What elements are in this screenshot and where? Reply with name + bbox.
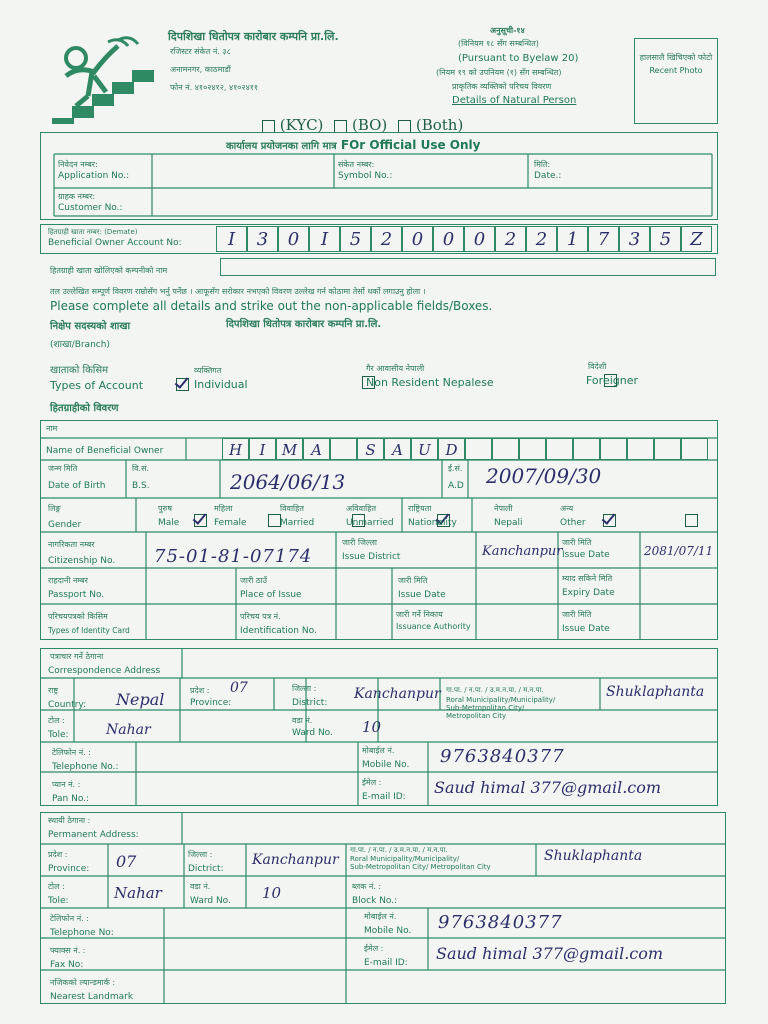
name-letter-cell[interactable] <box>627 438 654 460</box>
district-label-np: जिल्ला : <box>292 684 317 693</box>
boid-digit-cell[interactable]: 0 <box>278 226 309 252</box>
account-company-label-np: हितग्राही खाता खोलिएको कम्पनीको नाम <box>50 266 168 275</box>
perm-telephone-label-np: टेलिफोन नं. : <box>50 914 89 923</box>
municipality-label-np: गा.पा. / न.पा. / उ.म.न.पा. / म.न.पा. <box>446 686 544 694</box>
perm-municipality-value[interactable]: Shuklaphanta <box>544 848 643 864</box>
permanent-grid <box>40 812 726 1004</box>
perm-district-label-np: जिल्ला : <box>188 850 213 859</box>
tole-label-np: टोल : <box>48 716 65 725</box>
photo-label: Recent Photo <box>649 66 703 75</box>
id-no-label-np: परिचय पत्र नं. <box>240 612 281 621</box>
instruction-np: तल उल्लेखित सम्पूर्ण विवरण राम्रोसँग भर्नु पर्नेछ । आफूसँग सरोकार नभएको विवरण उल्लेख गर्न कोठामा तेर्सो धर्को लगाउनु होला । <box>50 287 426 296</box>
issue-district-value[interactable]: Kanchanpur <box>482 544 563 559</box>
bo-label: (BO) <box>351 116 388 134</box>
natural-person-np: प्राकृतिक व्यक्तिको परिचय विवरण <box>452 82 552 91</box>
province-label-np: प्रदेश : <box>190 686 210 695</box>
boid-digit-cell[interactable]: 2 <box>371 226 402 252</box>
municipality-label-line1: Roral Municipality/Municipality/ <box>446 696 556 704</box>
passport-issue-label-np: जारी मिति <box>398 576 428 585</box>
schedule-rule-text: (नियम १९ को उपनियम (१) सँग सम्बन्धित) <box>436 68 562 77</box>
country-value[interactable]: Nepal <box>116 690 165 709</box>
bs-label-np: वि.सं. <box>132 464 150 473</box>
date-label-np: मिति: <box>534 160 551 169</box>
name-letter-cell[interactable] <box>546 438 573 460</box>
perm-municipality-label-np: गा.पा. / न.पा. / उ.म.न.पा. / म.न.पा. <box>350 846 448 854</box>
foreigner-label-np: विदेशी <box>588 362 607 371</box>
municipality-label-line3: Metropolitan City <box>446 712 507 720</box>
symbol-no-label-np: संकेत नम्बर: <box>338 160 375 169</box>
name-letter-cell[interactable] <box>600 438 627 460</box>
branch-value: दिपशिखा धितोपत्र कारोबार कम्पनि प्रा.लि. <box>226 319 382 330</box>
name-letter-cell[interactable]: A <box>303 438 330 460</box>
nrn-label: Non Resident Nepalese <box>366 376 494 389</box>
perm-tole-label: Tole: <box>48 896 69 906</box>
email-label: E-mail ID: <box>362 792 406 802</box>
citizenship-label: Citizenship No. <box>48 556 116 566</box>
male-checkbox[interactable] <box>194 514 207 527</box>
perm-ward-label: Ward No. <box>190 896 231 906</box>
authority-label: Issuance Authority <box>396 622 471 631</box>
ward-value[interactable]: 10 <box>362 718 382 736</box>
instruction-text: Please complete all details and strike out the non-applicable fields/Boxes. <box>50 299 493 313</box>
boid-digit-cell[interactable]: 5 <box>650 226 681 252</box>
dob-ad-value[interactable]: 2007/09/30 <box>486 464 602 488</box>
nepali-label: Nepali <box>494 518 523 528</box>
name-label-np: नाम <box>46 424 58 433</box>
boid-digit-cell[interactable]: 0 <box>464 226 495 252</box>
boid-label: Beneficial Owner Account No: <box>48 238 182 248</box>
issue-district-label-np: जारी जिल्ला <box>342 538 378 547</box>
application-no-label: Application No.: <box>58 171 130 181</box>
nationality-label: Nationality <box>408 518 457 528</box>
boid-digit-cell[interactable]: 0 <box>402 226 433 252</box>
block-label-np: ब्लक नं. : <box>352 882 382 891</box>
account-type-label: Types of Account <box>50 379 144 392</box>
name-letter-cell[interactable]: S <box>357 438 384 460</box>
application-no-label-np: निवेदन नम्बर: <box>58 160 98 169</box>
tole-label: Tole: <box>48 730 69 740</box>
name-letter-cell[interactable]: D <box>438 438 465 460</box>
boid-digit-cell[interactable]: 3 <box>619 226 650 252</box>
nrn-label-np: गैर आवासीय नेपाली <box>366 364 425 373</box>
name-letter-cell[interactable] <box>492 438 519 460</box>
email-value[interactable]: Saud himal 377@gmail.com <box>434 778 662 797</box>
perm-tole-value[interactable]: Nahar <box>114 884 162 902</box>
bs-label: B.S. <box>132 481 150 491</box>
married-label: Married <box>280 518 315 528</box>
correspondence-title-np: पत्राचार गर्ने ठेगाना <box>50 652 104 661</box>
boid-digit-cell[interactable]: 0 <box>433 226 464 252</box>
boid-digit-cell[interactable]: 5 <box>340 226 371 252</box>
telephone-label: Telephone No.: <box>52 762 119 772</box>
boid-digit-cell[interactable]: 2 <box>526 226 557 252</box>
issue-district-label: Issue District <box>342 552 401 562</box>
official-use-title-en: FOr Official Use Only <box>340 138 481 152</box>
boid-digit-cell[interactable]: 1 <box>557 226 588 252</box>
natural-person-title: Details of Natural Person <box>452 95 577 106</box>
perm-district-label: Dictrict: <box>188 864 224 874</box>
official-use-title-np: कार्यालय प्रयोजनका लागि मात्र <box>226 141 337 152</box>
perm-province-value[interactable]: 07 <box>116 852 137 871</box>
dob-bs-value[interactable]: 2064/06/13 <box>230 470 346 494</box>
mobile-label-np: मोबाईल नं. <box>362 746 395 755</box>
province-label: Province: <box>190 698 232 708</box>
gender-label-np: लिङ्ग <box>48 504 61 513</box>
id-issue-label: Issue Date <box>562 624 610 634</box>
tole-value[interactable]: Nahar <box>106 722 151 738</box>
mobile-label: Mobile No. <box>362 760 410 770</box>
permanent-title: Permanent Address: <box>48 830 139 840</box>
passport-label: Passport No. <box>48 590 105 600</box>
country-label: Country: <box>48 700 87 710</box>
perm-mobile-label: Mobile No. <box>364 926 412 936</box>
schedule-title: अनुसूची-१४ <box>490 26 525 35</box>
name-letter-cell[interactable] <box>519 438 546 460</box>
email-label-np: ईमेल : <box>362 778 382 787</box>
other-label-np: अन्य <box>560 504 574 513</box>
issue-date-value[interactable]: 2081/07/11 <box>644 544 714 558</box>
boid-digit-cell[interactable]: I <box>309 226 340 252</box>
company-address: अनामनगर, काठमाडौं <box>170 65 231 74</box>
nepali-label-np: नेपाली <box>494 504 513 513</box>
name-letter-cell[interactable] <box>465 438 492 460</box>
ad-label: A.D <box>448 481 464 491</box>
perm-telephone-label: Telephone No: <box>50 928 114 938</box>
individual-checkbox[interactable] <box>176 378 189 391</box>
individual-label-np: व्यक्तिगत <box>194 366 222 375</box>
female-label: Female <box>214 518 247 528</box>
mobile-value[interactable]: 9763840377 <box>440 746 565 767</box>
country-label-np: राष्ट्र <box>48 686 59 695</box>
dob-label-np: जन्म मिति <box>48 464 78 473</box>
fax-label: Fax No: <box>50 960 84 970</box>
customer-no-label-np: ग्राहक नम्बर: <box>58 192 96 201</box>
name-letter-cell[interactable] <box>681 438 708 460</box>
place-issue-label: Place of Issue <box>240 590 302 600</box>
municipality-value[interactable]: Shuklaphanta <box>606 684 705 700</box>
ward-label: Ward No. <box>292 728 333 738</box>
perm-municipality-label-line1: Roral Municipality/Municipality/ <box>350 855 460 863</box>
individual-label: Individual <box>194 378 248 391</box>
kyc-checkbox[interactable] <box>262 120 275 133</box>
unmarried-label-np: अविवाहित <box>346 504 377 513</box>
pan-label-np: प्यान नं. : <box>52 780 81 789</box>
expiry-label-np: म्याद सकिने मिति <box>562 574 613 583</box>
customer-no-label: Customer No.: <box>58 203 123 213</box>
permanent-title-np: स्थायी ठेगाना : <box>48 816 91 825</box>
company-registration: रजिस्टर संकेत नं. ३८ <box>170 47 231 56</box>
name-letter-cell[interactable]: A <box>384 438 411 460</box>
boid-digit-cell[interactable]: 2 <box>495 226 526 252</box>
id-issue-label-np: जारी मिति <box>562 610 592 619</box>
photo-box <box>634 38 718 124</box>
block-label: Block No.: <box>352 896 398 906</box>
id-no-label: Identification No. <box>240 626 317 636</box>
ward-label-np: वडा नं. <box>292 716 313 725</box>
perm-email-value[interactable]: Saud himal 377@gmail.com <box>436 944 664 963</box>
authority-label-np: जारी गर्ने निकाय <box>396 610 443 619</box>
name-letter-cell[interactable] <box>330 438 357 460</box>
place-issue-label-np: जारी ठाउँ <box>240 576 267 585</box>
photo-label-np: हालसालै खिचिएको फोटो <box>639 53 713 62</box>
nationality-label-np: राष्ट्रियता <box>408 504 432 513</box>
branch-label-np: निक्षेप सदस्यको शाखा <box>50 321 131 332</box>
landmark-label-np: नजिकको ल्यान्डमार्क : <box>50 978 116 987</box>
name-letter-cell[interactable]: U <box>411 438 438 460</box>
both-label: (Both) <box>415 116 464 134</box>
name-label: Name of Beneficial Owner <box>46 446 164 456</box>
fax-label-np: फ्याक्स नं. : <box>50 946 86 955</box>
perm-mobile-value[interactable]: 9763840377 <box>438 912 563 933</box>
issue-date-label: Issue Date <box>562 550 610 560</box>
district-label: District: <box>292 698 328 708</box>
perm-district-value[interactable]: Kanchanpur <box>252 852 339 868</box>
company-logo-icon <box>48 36 160 124</box>
company-phone: फोन नं. ४१०२४१२, ४१०२४११ <box>170 83 259 92</box>
perm-ward-label-np: वडा नं. <box>190 882 211 891</box>
both-checkbox[interactable] <box>398 120 411 133</box>
kyc-label: (KYC) <box>279 116 324 134</box>
perm-ward-value[interactable]: 10 <box>262 884 282 902</box>
company-name: दिपशिखा धितोपत्र कारोबार कम्पनि प्रा.लि. <box>168 30 339 43</box>
passport-issue-label: Issue Date <box>398 590 446 600</box>
pan-label: Pan No.: <box>52 794 90 804</box>
boid-digit-cell[interactable]: 3 <box>247 226 278 252</box>
expiry-label: Expiry Date <box>562 588 615 598</box>
male-label: Male <box>158 518 180 528</box>
correspondence-title: Correspondence Address <box>48 666 161 676</box>
ad-label-np: ई.सं. <box>448 464 463 473</box>
boid-label-np: हितग्राही खाता नम्बर: (Demate) <box>48 228 138 236</box>
female-label-np: महिला <box>214 504 233 513</box>
male-label-np: पुरुष <box>158 504 172 513</box>
account-company-input[interactable] <box>220 258 716 276</box>
id-type-label: Types of Identity Card <box>48 626 130 635</box>
perm-mobile-label-np: मोबाईल नं. <box>364 912 397 921</box>
name-letter-cell[interactable]: I <box>249 438 276 460</box>
municipality-label <box>446 696 555 720</box>
schedule-subtitle: (विनियम १८ सँग सम्बन्धित) <box>458 39 539 48</box>
boid-digit-cell[interactable]: 7 <box>588 226 619 252</box>
name-letter-cell[interactable]: M <box>276 438 303 460</box>
province-value[interactable]: 07 <box>230 680 248 696</box>
name-letter-cell[interactable]: H <box>222 438 249 460</box>
other-nationality-checkbox[interactable] <box>685 514 698 527</box>
municipality-label-line2: Sub-Metropolitan City/ <box>446 704 525 712</box>
date-label: Date.: <box>534 171 562 181</box>
district-value[interactable]: Kanchanpur <box>354 686 441 702</box>
foreigner-label: Foreigner <box>586 374 639 387</box>
perm-municipality-label-line2: Sub-Metropolitan City/ Metropolitan City <box>350 863 491 871</box>
perm-email-label: E-mail ID: <box>364 958 408 968</box>
citizenship-value[interactable]: 75-01-81-07174 <box>154 546 313 567</box>
account-type-label-np: खाताको किसिम <box>50 365 109 376</box>
boid-digit-cell[interactable]: Z <box>681 226 712 252</box>
gender-label: Gender <box>48 520 82 530</box>
nepali-checkbox[interactable] <box>603 514 616 527</box>
boid-digit-cell[interactable]: I <box>216 226 247 252</box>
perm-municipality-label <box>350 855 491 871</box>
name-letter-cell[interactable] <box>573 438 600 460</box>
pursuant-text: (Pursuant to Byelaw 20) <box>458 53 579 64</box>
citizenship-label-np: नागरिकता नम्बर <box>48 540 95 549</box>
name-letter-cell[interactable] <box>654 438 681 460</box>
unmarried-label: Unmarried <box>346 518 394 528</box>
issue-date-label-np: जारी मिति <box>562 538 592 547</box>
id-type-label-np: परिचयपत्रको किसिम <box>48 612 108 621</box>
perm-province-label-np: प्रदेश : <box>48 850 68 859</box>
bo-checkbox[interactable] <box>334 120 347 133</box>
symbol-no-label: Symbol No.: <box>338 171 393 181</box>
perm-tole-label-np: टोल : <box>48 882 65 891</box>
perm-email-label-np: ईमेल : <box>364 944 384 953</box>
married-label-np: विवाहित <box>280 504 304 513</box>
other-label: Other <box>560 518 586 528</box>
dob-label: Date of Birth <box>48 481 106 491</box>
telephone-label-np: टेलिफोन नं. : <box>52 748 91 757</box>
branch-label: (शाखा/Branch) <box>50 340 110 350</box>
passport-label-np: राहदानी नम्बर <box>48 576 88 585</box>
landmark-label: Nearest Landmark <box>50 992 134 1002</box>
perm-province-label: Province: <box>48 864 90 874</box>
owner-section-title: हितग्राहीको विवरण <box>50 403 119 414</box>
